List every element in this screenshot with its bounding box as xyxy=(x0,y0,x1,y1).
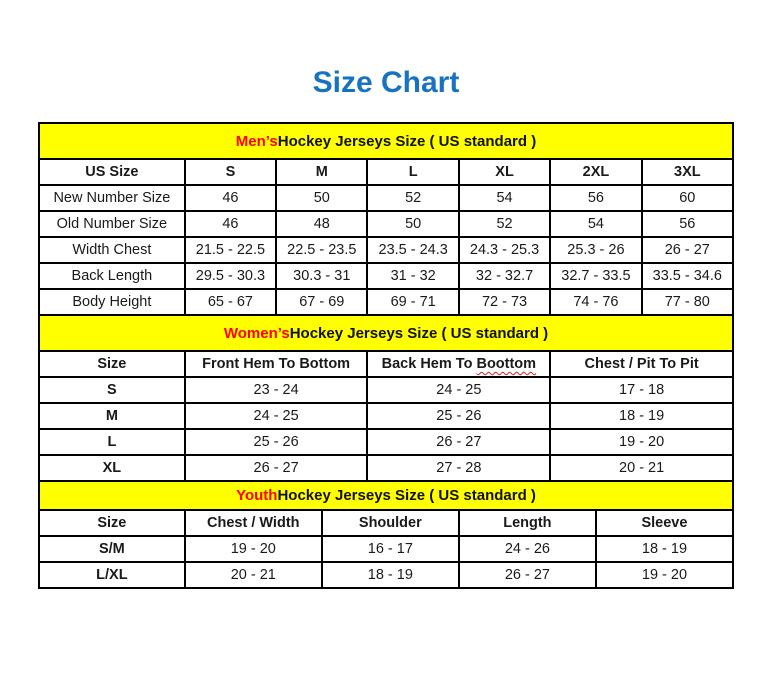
column-header: Front Hem To Bottom xyxy=(185,351,368,377)
row-label: M xyxy=(39,403,185,429)
size-value-cell: 26 - 27 xyxy=(367,429,550,455)
column-header: Shoulder xyxy=(322,510,459,536)
column-header: S xyxy=(185,159,276,185)
column-header: Back Hem To Boottom xyxy=(367,351,550,377)
header-row xyxy=(39,510,733,536)
size-value-cell: 48 xyxy=(276,211,367,237)
size-value-cell: 18 - 19 xyxy=(322,562,459,588)
size-value-cell: 52 xyxy=(459,211,550,237)
row-label: Back Length xyxy=(39,263,185,289)
row-label: Body Height xyxy=(39,289,185,315)
column-header: M xyxy=(276,159,367,185)
size-value-cell: 26 - 27 xyxy=(642,237,733,263)
row-label: XL xyxy=(39,455,185,481)
column-header: XL xyxy=(459,159,550,185)
size-value-cell: 24 - 25 xyxy=(185,403,368,429)
size-value-cell: 19 - 20 xyxy=(550,429,733,455)
row-label: Old Number Size xyxy=(39,211,185,237)
table-heading-text: Hockey Jerseys Size ( US standard ) xyxy=(289,324,549,342)
womens-table-heading xyxy=(38,314,734,352)
misspelled-word: Boottom xyxy=(476,356,537,372)
size-value-cell: 25.3 - 26 xyxy=(550,237,641,263)
table-row xyxy=(39,211,733,237)
table-row xyxy=(39,237,733,263)
size-value-cell: 23.5 - 24.3 xyxy=(367,237,458,263)
size-chart-tables xyxy=(38,122,734,589)
size-value-cell: 20 - 21 xyxy=(185,562,322,588)
size-value-cell: 72 - 73 xyxy=(459,289,550,315)
mens-size-table xyxy=(38,158,734,316)
column-header: 3XL xyxy=(642,159,733,185)
column-header: 2XL xyxy=(550,159,641,185)
size-value-cell: 65 - 67 xyxy=(185,289,276,315)
size-value-cell: 25 - 26 xyxy=(367,403,550,429)
size-value-cell: 60 xyxy=(642,185,733,211)
size-value-cell: 24 - 25 xyxy=(367,377,550,403)
row-label: Width Chest xyxy=(39,237,185,263)
size-value-cell: 54 xyxy=(550,211,641,237)
size-value-cell: 54 xyxy=(459,185,550,211)
column-header: Chest / Pit To Pit xyxy=(550,351,733,377)
size-value-cell: 77 - 80 xyxy=(642,289,733,315)
size-value-cell: 19 - 20 xyxy=(185,536,322,562)
size-value-cell: 74 - 76 xyxy=(550,289,641,315)
size-value-cell: 32.7 - 33.5 xyxy=(550,263,641,289)
table-heading-text: Hockey Jerseys Size ( US standard ) xyxy=(277,132,537,150)
row-label: S/M xyxy=(39,536,185,562)
size-value-cell: 19 - 20 xyxy=(596,562,733,588)
youth-size-section xyxy=(38,480,734,589)
table-row xyxy=(39,185,733,211)
mens-table-heading xyxy=(38,122,734,160)
column-header: Size xyxy=(39,510,185,536)
size-value-cell: 56 xyxy=(550,185,641,211)
youth-table-heading xyxy=(38,480,734,511)
row-label: L/XL xyxy=(39,562,185,588)
table-row xyxy=(39,429,733,455)
size-value-cell: 25 - 26 xyxy=(185,429,368,455)
size-value-cell: 23 - 24 xyxy=(185,377,368,403)
table-heading-highlight: Men’s xyxy=(235,132,278,150)
size-value-cell: 69 - 71 xyxy=(367,289,458,315)
size-value-cell: 17 - 18 xyxy=(550,377,733,403)
size-value-cell: 50 xyxy=(276,185,367,211)
column-header: Chest / Width xyxy=(185,510,322,536)
table-row xyxy=(39,263,733,289)
header-row xyxy=(39,159,733,185)
size-value-cell: 46 xyxy=(185,211,276,237)
column-header: Size xyxy=(39,351,185,377)
column-header: Length xyxy=(459,510,596,536)
row-label: L xyxy=(39,429,185,455)
column-header: US Size xyxy=(39,159,185,185)
size-value-cell: 22.5 - 23.5 xyxy=(276,237,367,263)
youth-size-table xyxy=(38,509,734,589)
size-value-cell: 56 xyxy=(642,211,733,237)
table-row xyxy=(39,403,733,429)
size-value-cell: 24.3 - 25.3 xyxy=(459,237,550,263)
row-label: S xyxy=(39,377,185,403)
size-value-cell: 24 - 26 xyxy=(459,536,596,562)
mens-size-section xyxy=(38,122,734,316)
size-value-cell: 16 - 17 xyxy=(322,536,459,562)
header-row xyxy=(39,351,733,377)
table-row xyxy=(39,289,733,315)
size-value-cell: 50 xyxy=(367,211,458,237)
table-row xyxy=(39,377,733,403)
size-value-cell: 31 - 32 xyxy=(367,263,458,289)
size-value-cell: 21.5 - 22.5 xyxy=(185,237,276,263)
column-header: L xyxy=(367,159,458,185)
table-row xyxy=(39,455,733,481)
row-label: New Number Size xyxy=(39,185,185,211)
size-value-cell: 27 - 28 xyxy=(367,455,550,481)
table-heading-highlight: Youth xyxy=(236,487,278,504)
table-row xyxy=(39,562,733,588)
size-value-cell: 26 - 27 xyxy=(459,562,596,588)
size-value-cell: 52 xyxy=(367,185,458,211)
size-value-cell: 30.3 - 31 xyxy=(276,263,367,289)
table-heading-text: Hockey Jerseys Size ( US standard ) xyxy=(277,487,536,504)
size-value-cell: 20 - 21 xyxy=(550,455,733,481)
womens-size-section xyxy=(38,314,734,482)
size-value-cell: 33.5 - 34.6 xyxy=(642,263,733,289)
size-value-cell: 18 - 19 xyxy=(550,403,733,429)
size-value-cell: 26 - 27 xyxy=(185,455,368,481)
table-row xyxy=(39,536,733,562)
size-value-cell: 29.5 - 30.3 xyxy=(185,263,276,289)
size-value-cell: 67 - 69 xyxy=(276,289,367,315)
size-value-cell: 32 - 32.7 xyxy=(459,263,550,289)
column-header: Sleeve xyxy=(596,510,733,536)
table-heading-highlight: Women’s xyxy=(223,324,290,342)
size-value-cell: 18 - 19 xyxy=(596,536,733,562)
page-title: Size Chart xyxy=(312,66,460,99)
size-value-cell: 46 xyxy=(185,185,276,211)
womens-size-table xyxy=(38,350,734,482)
